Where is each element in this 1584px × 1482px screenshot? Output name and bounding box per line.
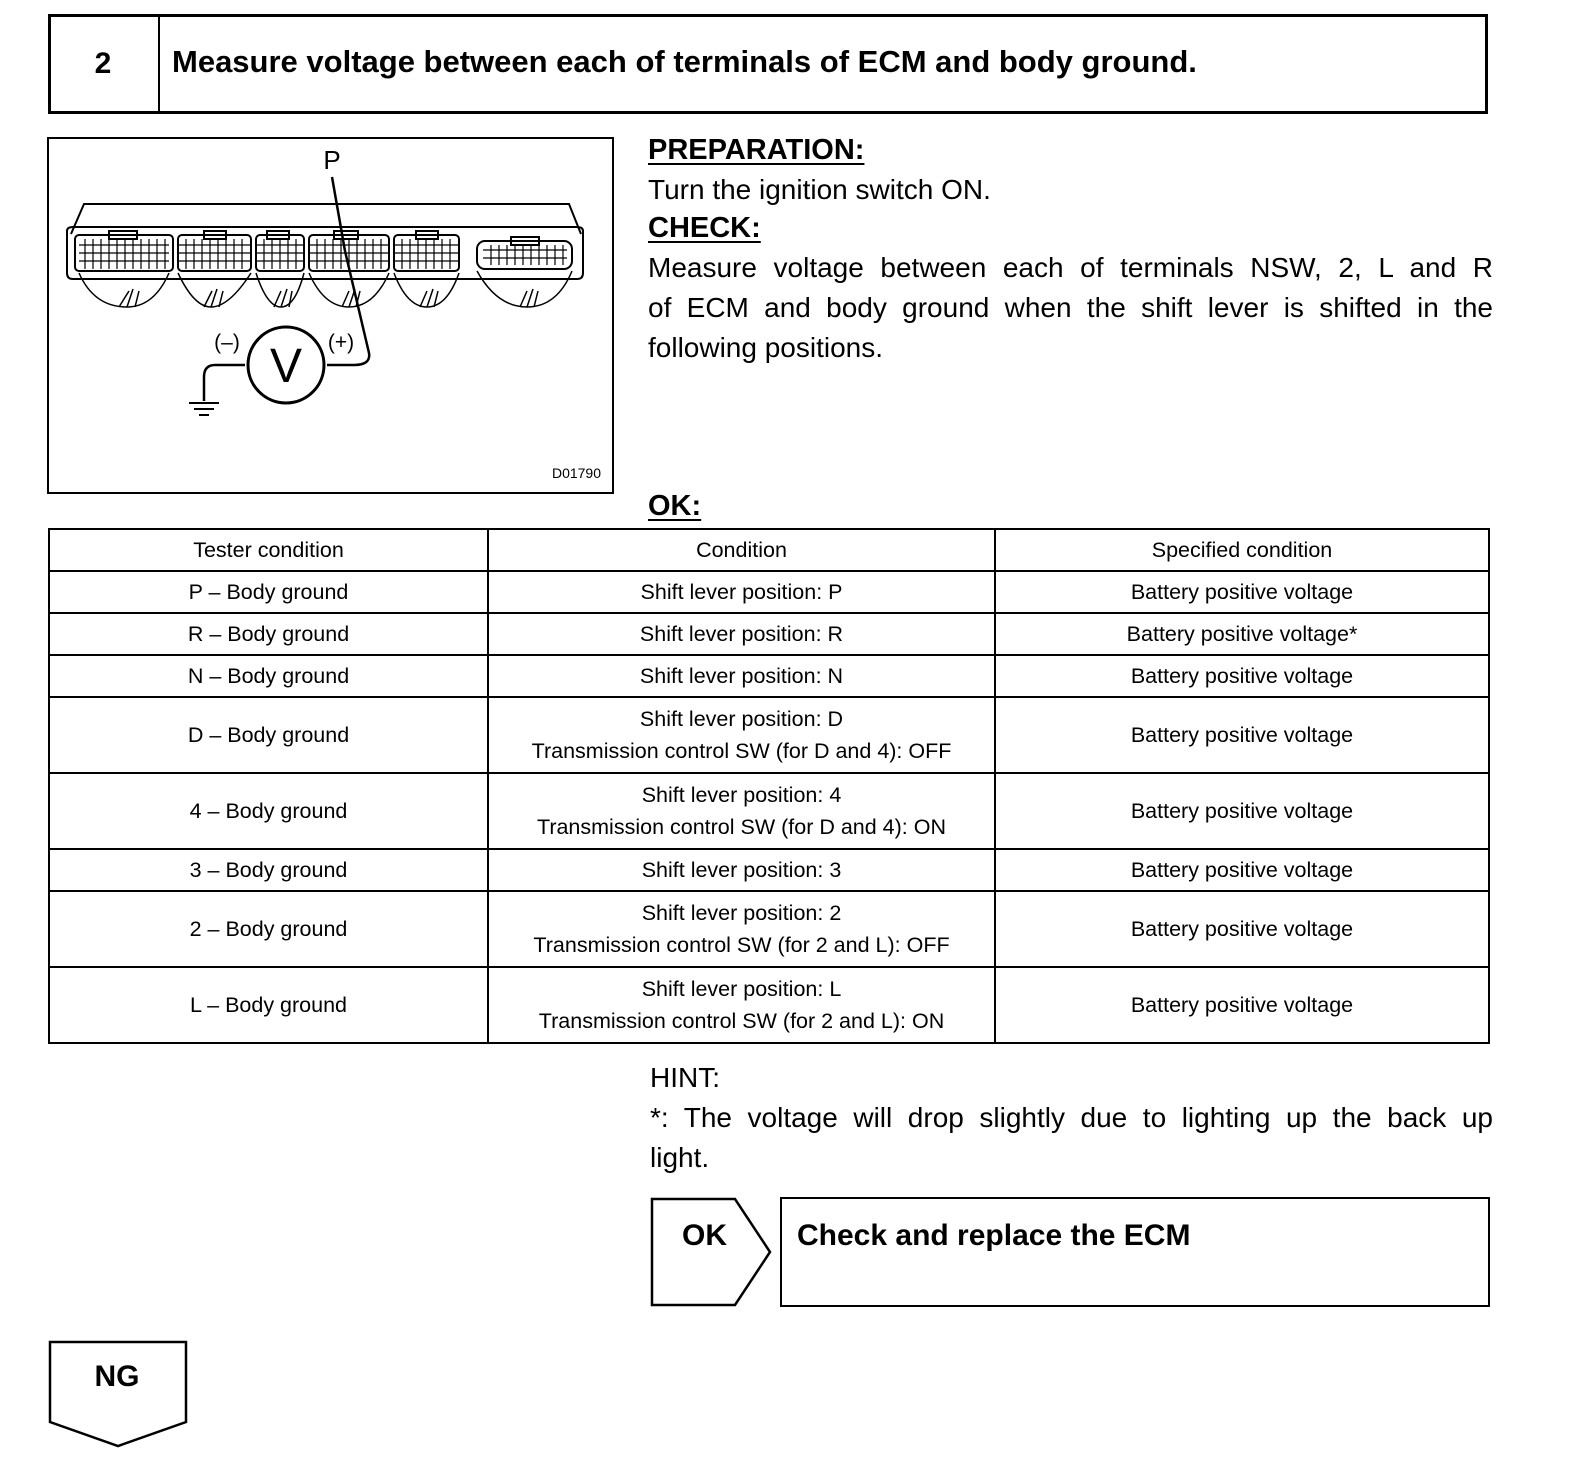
condition-line: Shift lever position: 4 bbox=[641, 783, 842, 807]
condition-cell bbox=[488, 655, 995, 697]
hint-text-line: *: The voltage will drop slightly due to lighting up the back up bbox=[650, 1102, 1493, 1133]
tester-condition-cell: D – Body ground bbox=[49, 697, 488, 773]
condition-line: Shift lever position: R bbox=[639, 621, 844, 646]
preparation-text: Turn the ignition switch ON. bbox=[648, 174, 991, 205]
specified-condition-cell: Battery positive voltage* bbox=[995, 613, 1489, 655]
condition-cell bbox=[488, 613, 995, 655]
tester-condition-cell: P – Body ground bbox=[49, 571, 488, 613]
condition-line: Shift lever position: D bbox=[639, 707, 844, 731]
check-text bbox=[648, 248, 1493, 368]
spec-table bbox=[48, 528, 1490, 1044]
tester-condition-cell: R – Body ground bbox=[49, 613, 488, 655]
table-row bbox=[49, 571, 1489, 613]
check-text-line: Measure voltage between each of terminals NSW, 2, L and R bbox=[648, 252, 1493, 283]
condition-cell bbox=[488, 891, 995, 967]
ok-arrow-icon bbox=[650, 1197, 775, 1309]
condition-line: Shift lever position: 2 bbox=[641, 901, 842, 925]
condition-cell bbox=[488, 849, 995, 891]
condition-cell bbox=[488, 697, 995, 773]
specified-condition-cell: Battery positive voltage bbox=[995, 571, 1489, 613]
minus-label: (–) bbox=[214, 331, 240, 354]
table-row bbox=[49, 613, 1489, 655]
specified-condition-cell: Battery positive voltage bbox=[995, 773, 1489, 849]
condition-line: Shift lever position: L bbox=[641, 977, 842, 1001]
step-title: Measure voltage between each of terminals of ECM and body ground. bbox=[172, 44, 1197, 79]
condition-cell bbox=[488, 571, 995, 613]
tester-condition-cell: 2 – Body ground bbox=[49, 891, 488, 967]
table-row bbox=[49, 697, 1489, 773]
column-header: Specified condition bbox=[995, 529, 1489, 571]
terminal-label: P bbox=[323, 145, 341, 175]
column-header: Tester condition bbox=[49, 529, 488, 571]
voltmeter-symbol: V bbox=[269, 340, 303, 393]
ok-label: OK bbox=[682, 1219, 727, 1252]
voltmeter-icon bbox=[248, 327, 324, 403]
tester-condition-cell: 3 – Body ground bbox=[49, 849, 488, 891]
specified-condition-cell: Battery positive voltage bbox=[995, 849, 1489, 891]
ok-result-text: Check and replace the ECM bbox=[797, 1219, 1191, 1252]
hint-heading: HINT: bbox=[650, 1062, 720, 1093]
specified-condition-cell: Battery positive voltage bbox=[995, 967, 1489, 1043]
check-text-line: following positions. bbox=[648, 332, 884, 363]
preparation-heading: PREPARATION: bbox=[648, 134, 865, 166]
ng-arrow-icon bbox=[48, 1340, 190, 1450]
condition-line: Shift lever position: P bbox=[640, 579, 843, 604]
table-row bbox=[49, 773, 1489, 849]
ng-label: NG bbox=[94, 1360, 140, 1393]
hint-text bbox=[650, 1098, 1493, 1178]
condition-cell bbox=[488, 967, 995, 1043]
condition-line: Shift lever position: N bbox=[639, 663, 844, 688]
hint-text-line: light. bbox=[650, 1142, 710, 1173]
table-row bbox=[49, 967, 1489, 1043]
condition-line: Transmission control SW (for 2 and L): OFF bbox=[533, 933, 950, 957]
ok-heading: OK: bbox=[648, 490, 702, 522]
specified-condition-cell: Battery positive voltage bbox=[995, 891, 1489, 967]
plus-label: (+) bbox=[327, 331, 355, 354]
condition-line: Transmission control SW (for 2 and L): ON bbox=[538, 1009, 945, 1033]
step-number: 2 bbox=[48, 14, 160, 114]
column-header: Condition bbox=[488, 529, 995, 571]
table-header-row bbox=[49, 529, 1489, 571]
tester-condition-cell: N – Body ground bbox=[49, 655, 488, 697]
condition-line: Transmission control SW (for D and 4): ON bbox=[536, 815, 946, 839]
figure-code: D01790 bbox=[551, 465, 601, 481]
tester-condition-cell: L – Body ground bbox=[49, 967, 488, 1043]
ecm-diagram bbox=[49, 139, 616, 496]
table-row bbox=[49, 891, 1489, 967]
specified-condition-cell: Battery positive voltage bbox=[995, 655, 1489, 697]
tester-condition-cell: 4 – Body ground bbox=[49, 773, 488, 849]
specified-condition-cell: Battery positive voltage bbox=[995, 697, 1489, 773]
ground-symbol-icon bbox=[189, 403, 219, 415]
condition-cell bbox=[488, 773, 995, 849]
condition-line: Transmission control SW (for D and 4): OFF bbox=[531, 739, 952, 763]
condition-line: Shift lever position: 3 bbox=[641, 857, 842, 882]
table-row bbox=[49, 655, 1489, 697]
ecm-diagram-figure bbox=[47, 137, 614, 494]
check-heading: CHECK: bbox=[648, 212, 761, 244]
check-text-line: of ECM and body ground when the shift lever is shifted in the bbox=[648, 292, 1493, 323]
table-row bbox=[49, 849, 1489, 891]
